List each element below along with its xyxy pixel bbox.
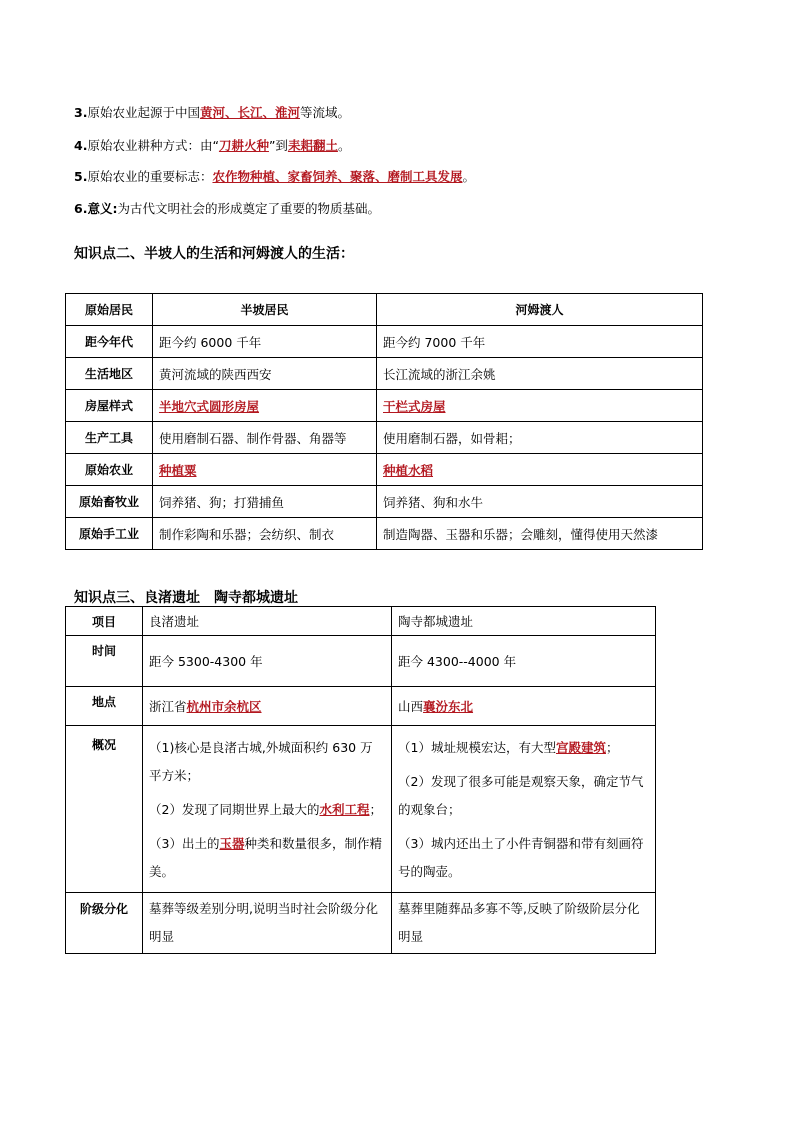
row-label: 生活地区 bbox=[66, 358, 153, 390]
point-3: 3.原始农业起源于中国黄河、长江、淮河等流域。 bbox=[74, 105, 350, 120]
row-label: 原始畜牧业 bbox=[66, 486, 153, 518]
table-row bbox=[66, 893, 656, 954]
table-header: 项目 bbox=[66, 607, 143, 636]
banpo-cell: 使用磨制石器、制作骨器、角器等 bbox=[153, 422, 377, 454]
table-row bbox=[66, 326, 703, 358]
hemudu-cell: 干栏式房屋 bbox=[377, 390, 703, 422]
liangzhu-cell: 浙江省杭州市余杭区 bbox=[143, 687, 392, 726]
row-label: 原始农业 bbox=[66, 454, 153, 486]
taosi-cell: 墓葬里随葬品多寡不等,反映了阶级阶层分化明显 bbox=[392, 893, 656, 954]
taosi-cell: 距今 4300--4000 年 bbox=[392, 636, 656, 687]
row-label: 地点 bbox=[66, 687, 143, 726]
table-row bbox=[66, 358, 703, 390]
table-row bbox=[66, 636, 656, 687]
hemudu-cell: 制造陶器、玉器和乐器；会雕刻，懂得使用天然漆 bbox=[377, 518, 703, 550]
table-row bbox=[66, 518, 703, 550]
row-label: 房屋样式 bbox=[66, 390, 153, 422]
table-header: 河姆渡人 bbox=[377, 294, 703, 326]
liangzhu-overview: （1)核心是良渚古城,外城面积约 630 万平方米； （2）发现了同期世界上最大的水利工程； （3）出土的玉器种类和数量很多，制作精美。 bbox=[143, 726, 392, 893]
table-row bbox=[66, 486, 703, 518]
table-row bbox=[66, 390, 703, 422]
hemudu-cell: 长江流域的浙江余姚 bbox=[377, 358, 703, 390]
table-header: 陶寺都城遗址 bbox=[392, 607, 656, 636]
table-header: 良渚遗址 bbox=[143, 607, 392, 636]
banpo-cell: 黄河流域的陕西西安 bbox=[153, 358, 377, 390]
section-heading-2: 知识点二、半坡人的生活和河姆渡人的生活： bbox=[74, 246, 354, 262]
banpo-cell: 种植粟 bbox=[153, 454, 377, 486]
hemudu-cell: 饲养猪、狗和水牛 bbox=[377, 486, 703, 518]
row-label: 概况 bbox=[66, 726, 143, 893]
taosi-overview: （1）城址规模宏达，有大型宫殿建筑； （2）发现了很多可能是观察天象，确定节气的观象台； （3）城内还出土了小件青铜器和带有刻画符号的陶壶。 bbox=[392, 726, 656, 893]
banpo-hemudu-table bbox=[65, 293, 703, 550]
banpo-cell: 半地穴式圆形房屋 bbox=[153, 390, 377, 422]
taosi-cell: 山西襄汾东北 bbox=[392, 687, 656, 726]
row-label: 原始手工业 bbox=[66, 518, 153, 550]
row-label: 时间 bbox=[66, 636, 143, 687]
table-header-row bbox=[66, 294, 703, 326]
table-header-row bbox=[66, 607, 656, 636]
row-label: 阶级分化 bbox=[66, 893, 143, 954]
liangzhu-cell: 距今 5300-4300 年 bbox=[143, 636, 392, 687]
point-5: 5.原始农业的重要标志：农作物种植、家畜饲养、聚落、磨制工具发展。 bbox=[74, 169, 475, 184]
table-row bbox=[66, 454, 703, 486]
section-heading-3: 知识点三、良渚遗址 陶寺都城遗址 bbox=[74, 590, 298, 606]
row-label: 距今年代 bbox=[66, 326, 153, 358]
banpo-cell: 饲养猪、狗；打猎捕鱼 bbox=[153, 486, 377, 518]
liangzhu-taosi-table bbox=[65, 606, 656, 954]
banpo-cell: 制作彩陶和乐器；会纺织、制衣 bbox=[153, 518, 377, 550]
hemudu-cell: 使用磨制石器，如骨耜； bbox=[377, 422, 703, 454]
table-row bbox=[66, 726, 656, 893]
point-6: 6.意义:为古代文明社会的形成奠定了重要的物质基础。 bbox=[74, 201, 380, 216]
hemudu-cell: 种植水稻 bbox=[377, 454, 703, 486]
table-header: 原始居民 bbox=[66, 294, 153, 326]
table-row bbox=[66, 687, 656, 726]
point-4: 4.原始农业耕种方式：由“刀耕火种”到耒耜翻土。 bbox=[74, 138, 351, 153]
table-header: 半坡居民 bbox=[153, 294, 377, 326]
hemudu-cell: 距今约 7000 千年 bbox=[377, 326, 703, 358]
liangzhu-cell: 墓葬等级差别分明,说明当时社会阶级分化明显 bbox=[143, 893, 392, 954]
banpo-cell: 距今约 6000 千年 bbox=[153, 326, 377, 358]
table-row bbox=[66, 422, 703, 454]
row-label: 生产工具 bbox=[66, 422, 153, 454]
